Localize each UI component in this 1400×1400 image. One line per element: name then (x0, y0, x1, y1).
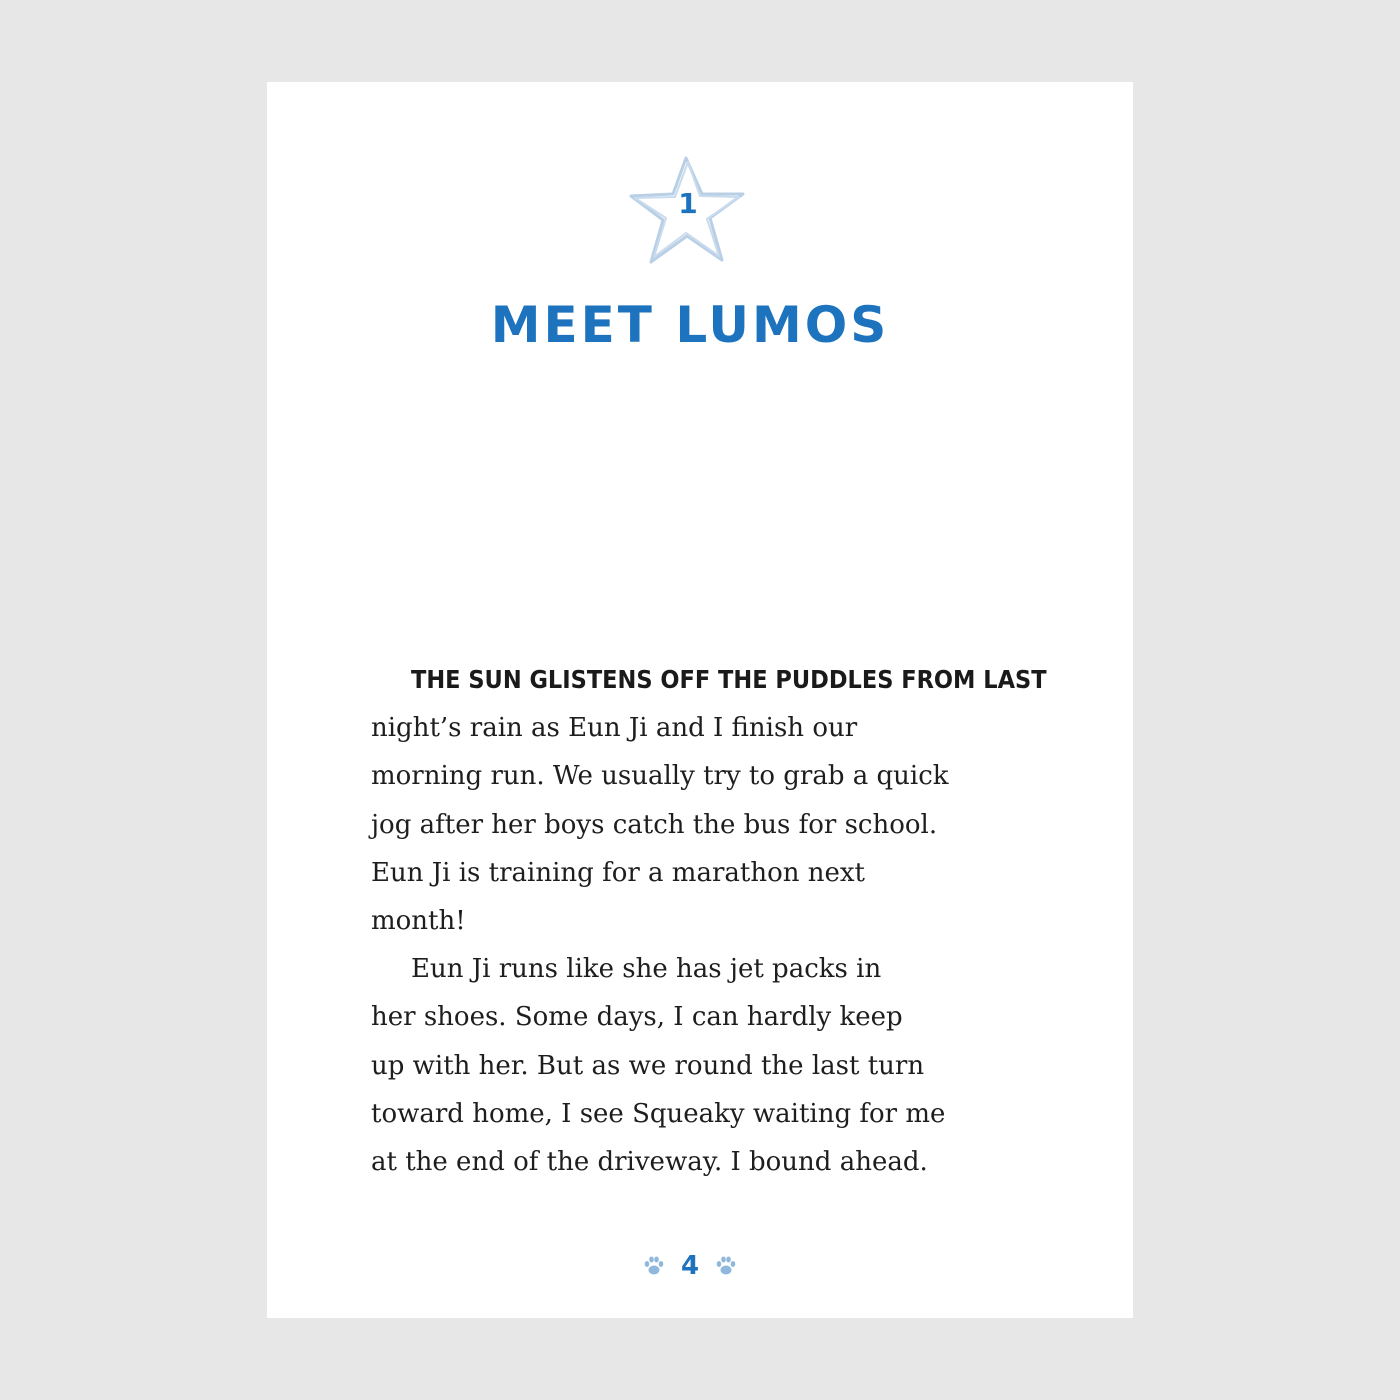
page-number: 4 (680, 1251, 700, 1281)
page-footer (267, 1250, 1113, 1282)
text-line: Eun Ji runs like she has jet packs in (411, 954, 882, 985)
chapter-title: MEET LUMOS (490, 296, 890, 354)
lead-in-caps: THE SUN GLISTENS OFF THE PUDDLES FROM LAST (411, 665, 1047, 694)
chapter-body (371, 656, 1047, 1186)
text-line: night’s rain as Eun Ji and I finish our (371, 713, 858, 744)
text-line: Eun Ji is training for a marathon next (371, 857, 865, 888)
text-line: toward home, I see Squeaky waiting for me (371, 1098, 946, 1129)
chapter-star-badge (627, 154, 749, 272)
text-line: at the end of the driveway. I bound ahead. (371, 1147, 928, 1178)
text-line: her shoes. Some days, I can hardly keep (371, 1002, 903, 1033)
book-page (267, 82, 1133, 1318)
text-line: jog after her boys catch the bus for school. (371, 809, 938, 840)
text-line (371, 656, 1047, 704)
paw-print-icon (643, 1255, 665, 1277)
text-line: up with her. But as we round the last turn (371, 1050, 925, 1081)
chapter-number: 1 (678, 187, 698, 220)
text-line: morning run. We usually try to grab a quick (371, 761, 949, 792)
paw-print-icon (715, 1255, 737, 1277)
text-line: month! (371, 906, 466, 937)
